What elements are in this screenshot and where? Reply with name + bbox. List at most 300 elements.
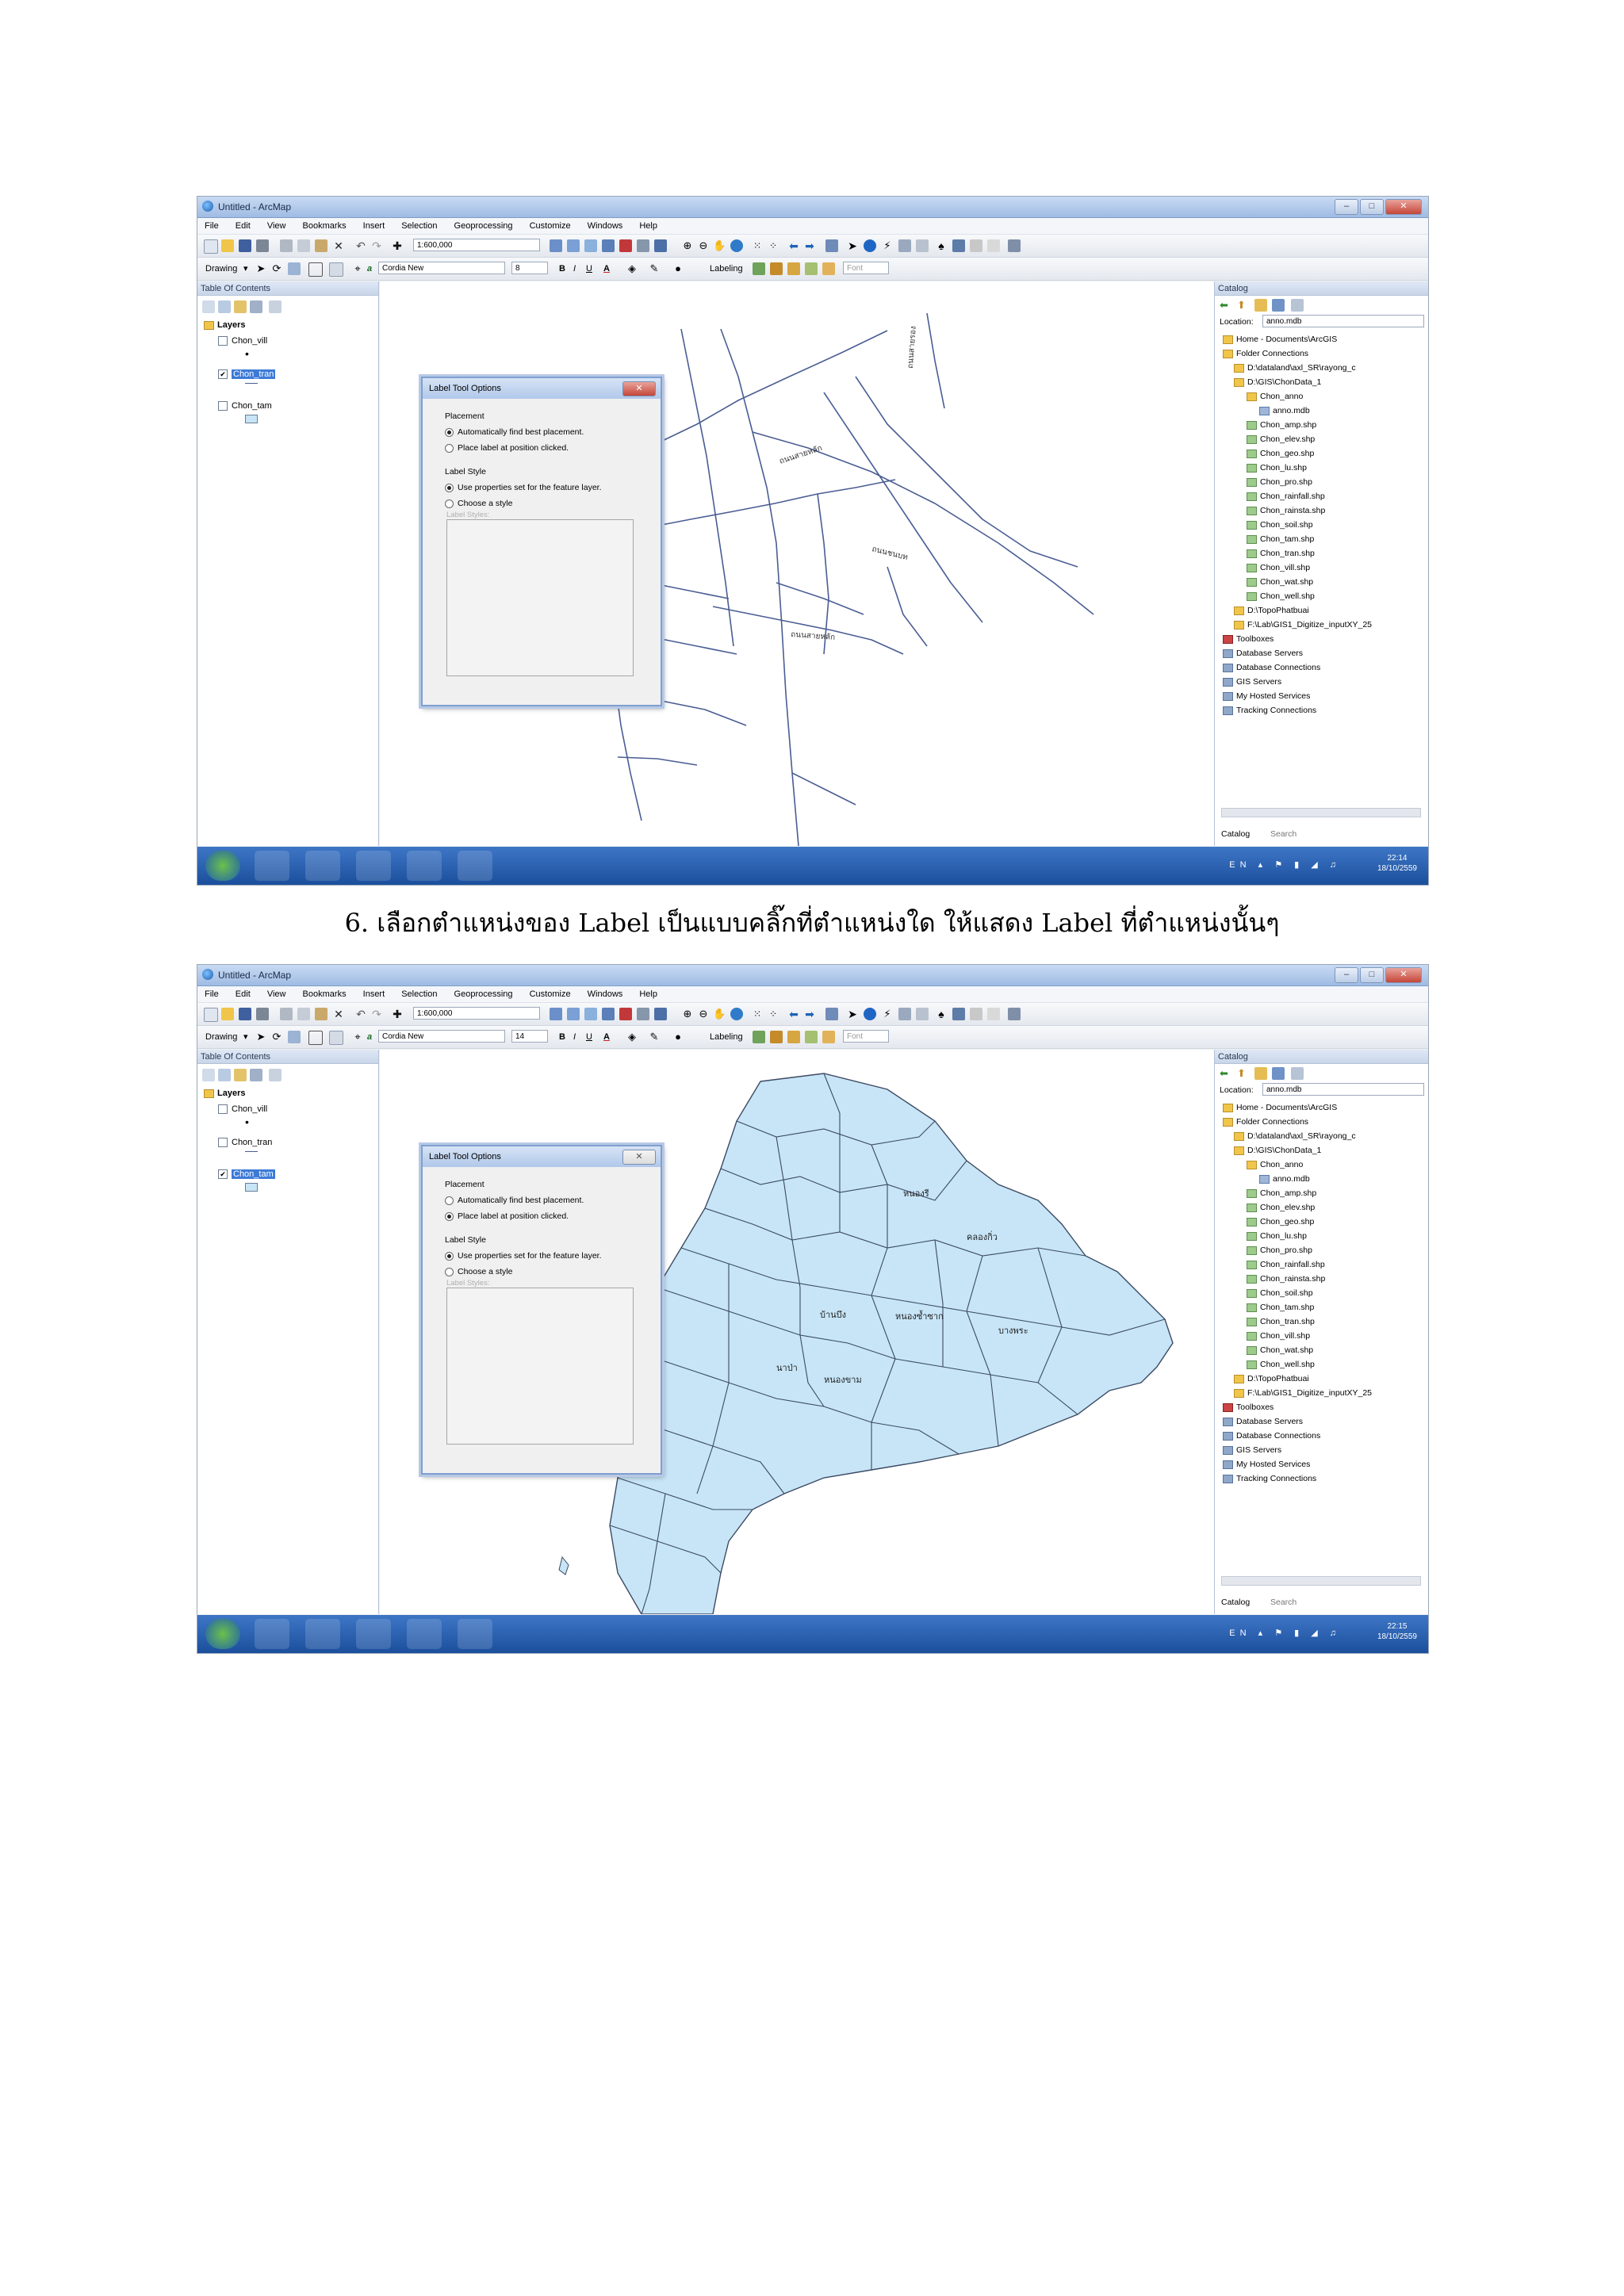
identify-icon[interactable]	[864, 1008, 876, 1020]
back-icon[interactable]: ⬅	[1220, 299, 1228, 311]
map-scale-combo[interactable]: 1:600,000	[413, 239, 540, 251]
marker-color-icon[interactable]: ●	[675, 1031, 681, 1043]
menu-windows[interactable]: Windows	[587, 221, 623, 231]
menu-selection[interactable]: Selection	[401, 221, 438, 231]
delete-icon[interactable]: ✕	[334, 239, 343, 252]
list-by-visibility-icon[interactable]	[234, 1069, 247, 1081]
labeling-font-combo[interactable]: Font	[843, 262, 889, 274]
menu-customize[interactable]: Customize	[529, 221, 571, 231]
drawing-menu[interactable]: Drawing	[205, 264, 238, 274]
forward-extent-icon[interactable]: ➡	[805, 1008, 814, 1020]
internet-explorer-icon[interactable]	[255, 1619, 289, 1649]
font-size-combo[interactable]: 14	[511, 1030, 548, 1043]
model-builder-icon[interactable]	[654, 1008, 667, 1020]
route-icon[interactable]	[952, 239, 965, 252]
zoom-in-icon[interactable]: ⊕	[683, 1008, 692, 1020]
catalog-item[interactable]: GIS Servers	[1223, 1445, 1281, 1456]
copy-icon[interactable]	[297, 1008, 310, 1020]
back-icon[interactable]: ⬅	[1220, 1067, 1228, 1079]
option-auto-placement[interactable]: Automatically find best placement.	[445, 1196, 584, 1206]
catalog-item[interactable]: Database Servers	[1223, 1416, 1303, 1427]
paste-icon[interactable]	[315, 239, 327, 252]
location-combo[interactable]: anno.mdb	[1262, 315, 1424, 327]
search-window-icon[interactable]	[602, 1008, 615, 1020]
hyperlink-icon[interactable]: ⚡	[883, 239, 891, 251]
layer-checkbox[interactable]	[218, 336, 228, 346]
labeling-menu[interactable]: Labeling	[710, 1032, 743, 1042]
dialog-close-icon[interactable]: ✕	[622, 381, 656, 396]
lock-labels-icon[interactable]	[787, 1031, 800, 1043]
catalog-item[interactable]: Chon_amp.shp	[1247, 419, 1316, 430]
folder-up-icon[interactable]: ⬆	[1237, 299, 1246, 311]
home-folder-icon[interactable]	[1254, 1067, 1267, 1080]
font-color-button[interactable]: A	[603, 264, 610, 274]
menu-file[interactable]: File	[205, 989, 219, 999]
system-tray-icons[interactable]: EN ▴ ⚑ ▮ ◢ ♫	[1229, 1628, 1341, 1638]
redo-icon[interactable]: ↷	[372, 1008, 381, 1020]
windows-taskbar	[197, 1615, 1428, 1653]
map-scale-combo[interactable]: 1:600,000	[413, 1007, 540, 1020]
menu-help[interactable]: Help	[639, 989, 657, 999]
option-choose-style[interactable]: Choose a style	[445, 1267, 512, 1277]
menu-help[interactable]: Help	[639, 221, 657, 231]
menu-insert[interactable]: Insert	[362, 989, 385, 999]
label-priority-icon[interactable]	[770, 1031, 783, 1043]
menu-edit[interactable]: Edit	[235, 989, 251, 999]
file-explorer-icon[interactable]	[305, 851, 340, 881]
label-priority-icon[interactable]	[770, 262, 783, 275]
catalog-horizontal-scrollbar[interactable]	[1221, 808, 1421, 817]
catalog-window-icon[interactable]	[584, 239, 597, 252]
labeling-menu[interactable]: Labeling	[710, 264, 743, 274]
rotate-icon[interactable]: ⟳	[272, 262, 282, 274]
model-builder-icon[interactable]	[654, 239, 667, 252]
fixed-zoom-out-icon[interactable]: ⁘	[768, 240, 778, 251]
arcmap-taskbar-icon[interactable]	[407, 1619, 442, 1649]
chrome-icon[interactable]	[356, 851, 391, 881]
radio-layer-properties[interactable]	[445, 1252, 454, 1261]
catalog-views-icon[interactable]	[1291, 1067, 1304, 1080]
option-click-placement[interactable]: Place label at position clicked.	[445, 443, 569, 453]
catalog-item[interactable]: My Hosted Services	[1223, 691, 1310, 702]
connect-folder-icon[interactable]	[1272, 1067, 1285, 1080]
folder-icon	[1234, 1389, 1244, 1398]
save-icon[interactable]	[239, 239, 251, 252]
layer-checkbox[interactable]	[218, 1104, 228, 1114]
new-document-icon[interactable]	[204, 239, 218, 254]
folder-up-icon[interactable]: ⬆	[1237, 1067, 1246, 1079]
line-color-icon[interactable]: ✎	[649, 262, 659, 274]
catalog-item[interactable]: Chon_rainfall.shp	[1247, 1259, 1325, 1270]
catalog-item[interactable]: Toolboxes	[1223, 633, 1274, 645]
italic-button[interactable]: I	[573, 1032, 576, 1042]
list-by-source-icon[interactable]	[218, 300, 231, 313]
catalog-item[interactable]: Home - Documents\ArcGIS	[1223, 334, 1337, 345]
catalog-item[interactable]: Chon_tam.shp	[1247, 1302, 1314, 1313]
catalog-item[interactable]: Chon_soil.shp	[1247, 1288, 1313, 1299]
catalog-item[interactable]: Chon_elev.shp	[1247, 434, 1315, 445]
measure-icon[interactable]	[916, 1008, 929, 1020]
catalog-item[interactable]: F:\Lab\GIS1_Digitize_inputXY_25	[1234, 619, 1372, 630]
menu-customize[interactable]: Customize	[529, 989, 571, 999]
radio-choose-style[interactable]	[445, 499, 454, 508]
search-window-icon[interactable]	[602, 239, 615, 252]
fixed-zoom-out-icon[interactable]: ⁘	[768, 1008, 778, 1020]
zoom-out-icon[interactable]: ⊖	[699, 239, 708, 251]
label-styles-list[interactable]	[446, 519, 634, 676]
bold-button[interactable]: B	[559, 1032, 565, 1042]
catalog-item[interactable]: Chon_tran.shp	[1247, 548, 1315, 559]
start-button-icon[interactable]	[205, 851, 240, 881]
toc-options-icon[interactable]	[269, 300, 282, 313]
radio-auto-placement[interactable]	[445, 1196, 454, 1205]
label-manager-icon[interactable]	[753, 262, 765, 275]
road-line	[792, 773, 856, 805]
pan-icon[interactable]: ✋	[713, 1008, 726, 1020]
cut-icon[interactable]	[280, 239, 293, 252]
hyperlink-icon[interactable]: ⚡	[883, 1008, 891, 1020]
edit-vertices-icon[interactable]: ⌖	[354, 262, 361, 274]
catalog-item[interactable]: Chon_pro.shp	[1247, 476, 1312, 488]
shapefile-icon	[1247, 1332, 1257, 1341]
pan-icon[interactable]: ✋	[713, 239, 726, 251]
catalog-tab[interactable]: Catalog	[1221, 829, 1251, 839]
font-size-combo[interactable]: 8	[511, 262, 548, 274]
shapefile-icon	[1247, 1346, 1257, 1355]
word-icon[interactable]	[458, 851, 492, 881]
save-icon[interactable]	[239, 1008, 251, 1020]
catalog-item[interactable]: Chon_rainsta.shp	[1247, 505, 1325, 516]
text-tool-icon[interactable]	[329, 262, 343, 277]
toc-window-icon[interactable]	[567, 239, 580, 252]
pause-labeling-icon[interactable]	[805, 262, 818, 275]
catalog-item[interactable]: D:\TopoPhatbuai	[1234, 605, 1309, 616]
menu-geoprocessing[interactable]: Geoprocessing	[454, 989, 513, 999]
menu-windows[interactable]: Windows	[587, 989, 623, 999]
tracking-connections-icon	[1223, 706, 1233, 715]
catalog-item[interactable]: F:\Lab\GIS1_Digitize_inputXY_25	[1234, 1387, 1372, 1399]
option-choose-style[interactable]: Choose a style	[445, 499, 512, 509]
system-tray-icons[interactable]: EN ▴ ⚑ ▮ ◢ ♫	[1229, 860, 1341, 870]
cut-icon[interactable]	[280, 1008, 293, 1020]
back-extent-icon[interactable]: ⬅	[789, 1008, 799, 1020]
catalog-item[interactable]: Chon_anno	[1247, 391, 1303, 402]
catalog-item[interactable]: Tracking Connections	[1223, 1473, 1316, 1484]
catalog-item[interactable]: D:\GIS\ChonData_1	[1234, 377, 1321, 388]
zoom-out-icon[interactable]: ⊖	[699, 1008, 708, 1020]
layer-checkbox[interactable]: ✔	[218, 1169, 228, 1179]
menu-file[interactable]: File	[205, 221, 219, 231]
catalog-item[interactable]: Chon_vill.shp	[1247, 562, 1310, 573]
redo-icon[interactable]: ↷	[372, 239, 381, 252]
home-folder-icon[interactable]	[1254, 299, 1267, 312]
toc-layer-chon-tran[interactable]: ✔ Chon_tran	[218, 369, 275, 381]
catalog-item[interactable]: Chon_lu.shp	[1247, 1230, 1307, 1242]
district-label: บางพระ	[998, 1326, 1028, 1336]
menu-insert[interactable]: Insert	[362, 221, 385, 231]
toc-layer-chon-vill[interactable]: Chon_vill	[218, 335, 267, 347]
catalog-item[interactable]: Chon_anno	[1247, 1159, 1303, 1170]
catalog-item[interactable]: Chon_tran.shp	[1247, 1316, 1315, 1327]
label-manager-icon[interactable]	[753, 1031, 765, 1043]
catalog-item[interactable]: Chon_tam.shp	[1247, 534, 1314, 545]
island-polygon	[559, 1557, 569, 1575]
catalog-window-icon[interactable]	[584, 1008, 597, 1020]
catalog-item[interactable]: Chon_well.shp	[1247, 1359, 1315, 1370]
identify-icon[interactable]	[864, 239, 876, 252]
paste-icon[interactable]	[315, 1008, 327, 1020]
minimize-icon[interactable]: –	[1335, 967, 1358, 983]
radio-click-placement[interactable]	[445, 1212, 454, 1221]
drawing-menu-arrow-icon[interactable]: ▾	[243, 1032, 248, 1042]
editor-toolbar-icon[interactable]	[550, 1008, 562, 1020]
close-icon[interactable]: ✕	[1385, 199, 1422, 215]
python-window-icon[interactable]	[637, 239, 649, 252]
folder-icon	[1247, 1161, 1257, 1169]
toc-layers-root[interactable]: Layers	[204, 1088, 245, 1100]
xy-icon[interactable]	[970, 1008, 982, 1020]
measure-icon[interactable]	[916, 239, 929, 252]
point-symbol-icon: •	[245, 1115, 249, 1128]
rectangle-icon[interactable]	[308, 1031, 323, 1045]
add-data-icon[interactable]: ✚	[393, 239, 402, 252]
catalog-item[interactable]: Chon_well.shp	[1247, 591, 1315, 602]
font-color-button[interactable]: A	[603, 1032, 610, 1042]
fill-color-icon[interactable]: ◈	[628, 1031, 636, 1043]
fill-color-icon[interactable]: ◈	[628, 262, 636, 274]
shapefile-icon	[1247, 1318, 1257, 1326]
copy-icon[interactable]	[297, 239, 310, 252]
select-elements-tool-icon[interactable]: ➤	[256, 262, 266, 274]
catalog-item[interactable]: anno.mdb	[1259, 405, 1310, 416]
full-extent-icon[interactable]	[730, 239, 743, 252]
catalog-item[interactable]: D:\TopoPhatbuai	[1234, 1373, 1309, 1384]
fixed-zoom-in-icon[interactable]: ⁙	[753, 1008, 762, 1020]
drawing-menu[interactable]: Drawing	[205, 1032, 238, 1042]
catalog-item[interactable]: Home - Documents\ArcGIS	[1223, 1102, 1337, 1113]
start-button-icon[interactable]	[205, 1619, 240, 1649]
html-popup-icon[interactable]	[898, 1008, 911, 1020]
underline-button[interactable]: U	[586, 264, 592, 274]
option-click-placement[interactable]: Place label at position clicked.	[445, 1211, 569, 1222]
catalog-item[interactable]: Chon_amp.shp	[1247, 1188, 1316, 1199]
zoom-in-icon[interactable]: ⊕	[683, 239, 692, 251]
connect-folder-icon[interactable]	[1272, 299, 1285, 312]
radio-choose-style[interactable]	[445, 1268, 454, 1276]
list-by-source-icon[interactable]	[218, 1069, 231, 1081]
menu-edit[interactable]: Edit	[235, 221, 251, 231]
maximize-icon[interactable]: □	[1360, 199, 1384, 215]
delete-icon[interactable]: ✕	[334, 1008, 343, 1020]
window-titlebar[interactable]	[197, 965, 1428, 986]
time-slider-icon[interactable]	[987, 239, 1000, 252]
road-line	[856, 377, 1078, 567]
menu-selection[interactable]: Selection	[401, 989, 438, 999]
catalog-views-icon[interactable]	[1291, 299, 1304, 312]
radio-click-placement[interactable]	[445, 444, 454, 453]
select-elements-icon[interactable]: ➤	[848, 1008, 857, 1020]
zoom-to-selected-icon[interactable]	[288, 262, 301, 275]
catalog-item[interactable]: anno.mdb	[1259, 1173, 1310, 1184]
radio-auto-placement[interactable]	[445, 428, 454, 437]
maximize-icon[interactable]: □	[1360, 967, 1384, 983]
catalog-item[interactable]: D:\dataland\axl_SR\rayong_c	[1234, 1131, 1356, 1142]
list-by-drawing-order-icon[interactable]	[202, 300, 215, 313]
database-icon	[1259, 1175, 1270, 1184]
dialog-close-icon[interactable]: ✕	[622, 1150, 656, 1165]
catalog-item[interactable]: Database Connections	[1223, 1430, 1320, 1441]
print-icon[interactable]	[256, 239, 269, 252]
layer-checkbox[interactable]	[218, 401, 228, 411]
location-combo[interactable]: anno.mdb	[1262, 1083, 1424, 1096]
word-icon[interactable]	[458, 1619, 492, 1649]
catalog-item[interactable]: Database Servers	[1223, 648, 1303, 659]
catalog-item[interactable]: D:\GIS\ChonData_1	[1234, 1145, 1321, 1156]
search-tab[interactable]: Search	[1270, 1598, 1297, 1607]
catalog-item[interactable]: Chon_rainsta.shp	[1247, 1273, 1325, 1284]
full-extent-icon[interactable]	[730, 1008, 743, 1020]
toc-window-icon[interactable]	[567, 1008, 580, 1020]
font-name-combo[interactable]: Cordia New	[378, 1030, 505, 1043]
select-features-icon[interactable]	[825, 1008, 838, 1020]
catalog-item[interactable]: Chon_pro.shp	[1247, 1245, 1312, 1256]
catalog-item[interactable]: Chon_vill.shp	[1247, 1330, 1310, 1341]
rotate-icon[interactable]: ⟳	[272, 1031, 282, 1043]
select-elements-tool-icon[interactable]: ➤	[256, 1031, 266, 1043]
catalog-panel	[1214, 1050, 1429, 1614]
menu-view[interactable]: View	[266, 989, 286, 999]
undo-icon[interactable]: ↶	[356, 1008, 366, 1020]
catalog-item[interactable]: Database Connections	[1223, 662, 1320, 673]
catalog-tab[interactable]: Catalog	[1221, 1598, 1251, 1607]
catalog-item[interactable]: Chon_geo.shp	[1247, 1216, 1314, 1227]
chrome-icon[interactable]	[356, 1619, 391, 1649]
view-unplaced-icon[interactable]	[822, 262, 835, 275]
forward-extent-icon[interactable]: ➡	[805, 239, 814, 252]
catalog-item[interactable]: Chon_rainfall.shp	[1247, 491, 1325, 502]
catalog-item[interactable]: Tracking Connections	[1223, 705, 1316, 716]
menu-view[interactable]: View	[266, 221, 286, 231]
toc-layer-chon-tam[interactable]: Chon_tam	[218, 400, 272, 412]
add-data-icon[interactable]: ✚	[393, 1008, 402, 1020]
shapefile-icon	[1247, 578, 1257, 587]
text-tool-icon[interactable]	[329, 1031, 343, 1045]
list-by-drawing-order-icon[interactable]	[202, 1069, 215, 1081]
window-titlebar[interactable]	[197, 197, 1428, 218]
line-color-icon[interactable]: ✎	[649, 1031, 659, 1043]
back-extent-icon[interactable]: ⬅	[789, 239, 799, 252]
list-by-selection-icon[interactable]	[250, 300, 262, 313]
rectangle-icon[interactable]	[308, 262, 323, 277]
italic-button[interactable]: I	[573, 264, 576, 274]
open-folder-icon[interactable]	[221, 239, 234, 252]
label-styles-list[interactable]	[446, 1288, 634, 1445]
arctoolbox-icon[interactable]	[619, 1008, 632, 1020]
catalog-item[interactable]: Chon_wat.shp	[1247, 1345, 1313, 1356]
toc-layer-chon-tran[interactable]: Chon_tran	[218, 1137, 272, 1149]
option-layer-properties[interactable]: Use properties set for the feature layer.	[445, 1251, 602, 1261]
radio-layer-properties[interactable]	[445, 484, 454, 492]
catalog-item[interactable]: Toolboxes	[1223, 1402, 1274, 1413]
gis-server-icon	[1223, 1446, 1233, 1455]
catalog-item[interactable]: Folder Connections	[1223, 348, 1308, 359]
toc-layer-chon-vill[interactable]: Chon_vill	[218, 1104, 267, 1115]
find-icon[interactable]: ♠	[938, 239, 944, 252]
edit-vertices-icon[interactable]: ⌖	[354, 1031, 361, 1043]
zoom-to-selected-icon[interactable]	[288, 1031, 301, 1043]
option-layer-properties[interactable]: Use properties set for the feature layer.	[445, 483, 602, 493]
catalog-item[interactable]: D:\dataland\axl_SR\rayong_c	[1234, 362, 1356, 373]
marker-color-icon[interactable]: ●	[675, 262, 681, 274]
xy-icon[interactable]	[970, 239, 982, 252]
catalog-item[interactable]: Chon_lu.shp	[1247, 462, 1307, 473]
drawing-menu-arrow-icon[interactable]: ▾	[243, 264, 248, 274]
file-explorer-icon[interactable]	[305, 1619, 340, 1649]
internet-explorer-icon[interactable]	[255, 851, 289, 881]
select-elements-icon[interactable]: ➤	[848, 239, 857, 252]
list-by-visibility-icon[interactable]	[234, 300, 247, 313]
python-window-icon[interactable]	[637, 1008, 649, 1020]
toc-options-icon[interactable]	[269, 1069, 282, 1081]
layer-checkbox[interactable]	[218, 1138, 228, 1147]
close-icon[interactable]: ✕	[1385, 967, 1422, 983]
line-symbol-icon	[245, 1151, 258, 1152]
catalog-horizontal-scrollbar[interactable]	[1221, 1576, 1421, 1586]
menu-geoprocessing[interactable]: Geoprocessing	[454, 221, 513, 231]
route-icon[interactable]	[952, 1008, 965, 1020]
layer-checkbox[interactable]: ✔	[218, 369, 228, 379]
font-name-combo[interactable]: Cordia New	[378, 262, 505, 274]
open-folder-icon[interactable]	[221, 1008, 234, 1020]
catalog-item[interactable]: Chon_wat.shp	[1247, 576, 1313, 587]
pause-labeling-icon[interactable]	[805, 1031, 818, 1043]
print-icon[interactable]	[256, 1008, 269, 1020]
menu-bookmarks[interactable]: Bookmarks	[302, 989, 347, 999]
list-by-selection-icon[interactable]	[250, 1069, 262, 1081]
bold-button[interactable]: B	[559, 264, 565, 274]
minimize-icon[interactable]: –	[1335, 199, 1358, 215]
time-slider-icon[interactable]	[987, 1008, 1000, 1020]
view-unplaced-icon[interactable]	[822, 1031, 835, 1043]
editor-toolbar-icon[interactable]	[550, 239, 562, 252]
option-auto-placement[interactable]: Automatically find best placement.	[445, 427, 584, 438]
arctoolbox-icon[interactable]	[619, 239, 632, 252]
new-document-icon[interactable]	[204, 1008, 218, 1022]
labeling-font-combo[interactable]: Font	[843, 1030, 889, 1043]
catalog-item[interactable]: Chon_elev.shp	[1247, 1202, 1315, 1213]
catalog-item[interactable]: GIS Servers	[1223, 676, 1281, 687]
lock-labels-icon[interactable]	[787, 262, 800, 275]
catalog-item[interactable]: Folder Connections	[1223, 1116, 1308, 1127]
label-styles-caption: Label Styles:	[446, 511, 490, 519]
underline-button[interactable]: U	[586, 1032, 592, 1042]
catalog-item[interactable]: Chon_soil.shp	[1247, 519, 1313, 530]
html-popup-icon[interactable]	[898, 239, 911, 252]
catalog-item[interactable]: My Hosted Services	[1223, 1459, 1310, 1470]
viewer-icon[interactable]	[1008, 1008, 1021, 1020]
arcmap-taskbar-icon[interactable]	[407, 851, 442, 881]
menu-bookmarks[interactable]: Bookmarks	[302, 221, 347, 231]
find-icon[interactable]: ♠	[938, 1008, 944, 1020]
toc-layers-root[interactable]: Layers	[204, 320, 245, 331]
catalog-item[interactable]: Chon_geo.shp	[1247, 448, 1314, 459]
select-features-icon[interactable]	[825, 239, 838, 252]
toc-layer-chon-tam[interactable]: ✔ Chon_tam	[218, 1169, 275, 1181]
search-tab[interactable]: Search	[1270, 829, 1297, 839]
fixed-zoom-in-icon[interactable]: ⁙	[753, 240, 762, 251]
viewer-icon[interactable]	[1008, 239, 1021, 252]
undo-icon[interactable]: ↶	[356, 239, 366, 252]
